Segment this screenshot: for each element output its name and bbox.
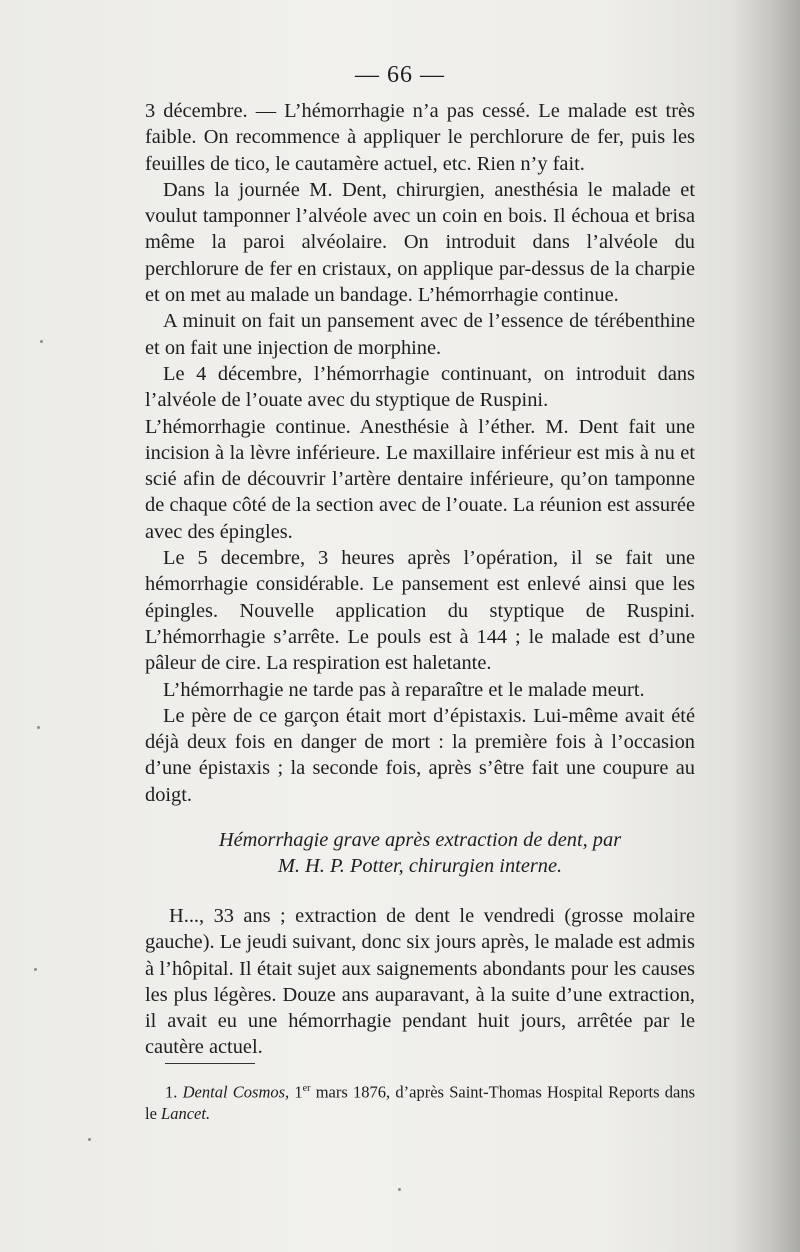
- footnote-text: [145, 1078, 695, 1124]
- footnote-rule: [165, 1063, 255, 1064]
- paper-speck: [88, 1138, 91, 1141]
- section-heading: [145, 827, 695, 879]
- paper-speck: [37, 726, 40, 729]
- footnote-date-rest: mars 1876, d’après Saint-Thomas Hospital Reports dans le: [145, 1082, 695, 1123]
- main-text: [145, 98, 695, 808]
- section-heading-line-1: Hémorrhagie grave après extraction de dent, par: [218, 829, 622, 851]
- paragraph-case: H..., 33 ans ; extraction de dent le vendredi (grosse molaire gauche). Le jeudi suivant, donc six jours après, le malade est admis à l’hôpital. Il était sujet aux saignements abondants pour les causes les plus légères. Douze ans auparavant, à la suite d’une extraction, il avait eu une hémorrhagie pendant huit jours, arrêtée par le cautère actuel.: [145, 905, 695, 1059]
- paper-speck: [34, 968, 37, 971]
- paper-speck: [398, 1188, 401, 1191]
- paragraph-4-decembre: Le 4 décembre, l’hémorrhagie continuant, on introduit dans l’alvéole de l’ouate avec du styptique de Ruspini.: [145, 362, 695, 412]
- section-heading-line-2: M. H. P. Potter, chirurgien interne.: [277, 855, 563, 877]
- paragraph-3-decembre: 3 décembre. — L’hémorrhagie n’a pas cessé. Le malade est très faible. On recommence à appliquer le perchlorure de fer, puis les feuilles de tico, le cautamère actuel, etc. Rien n’y fait.: [145, 100, 695, 175]
- page-number: — 66 —: [355, 62, 445, 88]
- paragraph-5-decembre: Le 5 decembre, 3 heures après l’opération, il se fait une hémorrhagie considérable. Le pansement est enlevé ainsi que les épingles. Nouvelle application du styptique de Ruspini. L’hémorrhagie s’arrête. Le pouls est à 144 ; le malade est d’une pâleur de cire. La respiration est haletante.: [145, 547, 695, 675]
- footnote-source: Dental Cosmos,: [182, 1082, 290, 1102]
- footnote-journal: Lancet.: [161, 1103, 211, 1123]
- footnote-date-sup: er: [302, 1083, 311, 1094]
- footnote: [145, 1078, 695, 1124]
- footnote-date-day: 1: [294, 1082, 303, 1102]
- paragraph-minuit: A minuit on fait un pansement avec de l’essence de térébenthine et on fait une injection de morphine.: [145, 310, 695, 359]
- paragraph-anesthesie: L’hémorrhagie continue. Anesthésie à l’éther. M. Dent fait une incision à la lèvre inférieure. Le maxillaire inférieur est mis à nu et scié afin de découvrir l’artère dentaire inférieure, qu’on tamponne de chaque côté de la section avec de l’ouate. La réunion est assurée avec des épingles.: [145, 415, 695, 543]
- paragraph-pere: Le père de ce garçon était mort d’épistaxis. Lui-même avait été déjà deux fois en danger de mort : la première fois à l’occasion d’une épistaxis ; la seconde fois, après s’être fait une coupure au doigt.: [145, 704, 695, 806]
- page-edge-shadow: [730, 0, 800, 1252]
- footnote-marker: 1.: [165, 1082, 178, 1102]
- paper-speck: [40, 340, 43, 343]
- paragraph-journee: Dans la journée M. Dent, chirurgien, anesthésia le malade et voulut tamponner l’alvéole avec un coin en bois. Il échoua et brisa même la paroi alvéolaire. On introduit dans l’alvéole du perchlorure de fer en cristaux, on applique par-dessus de la charpie et on met au malade un bandage. L’hémorrhagie continue.: [145, 178, 695, 307]
- case-text: [145, 903, 695, 1061]
- paragraph-meurt: L’hémorrhagie ne tarde pas à reparaître et le malade meurt.: [163, 678, 645, 701]
